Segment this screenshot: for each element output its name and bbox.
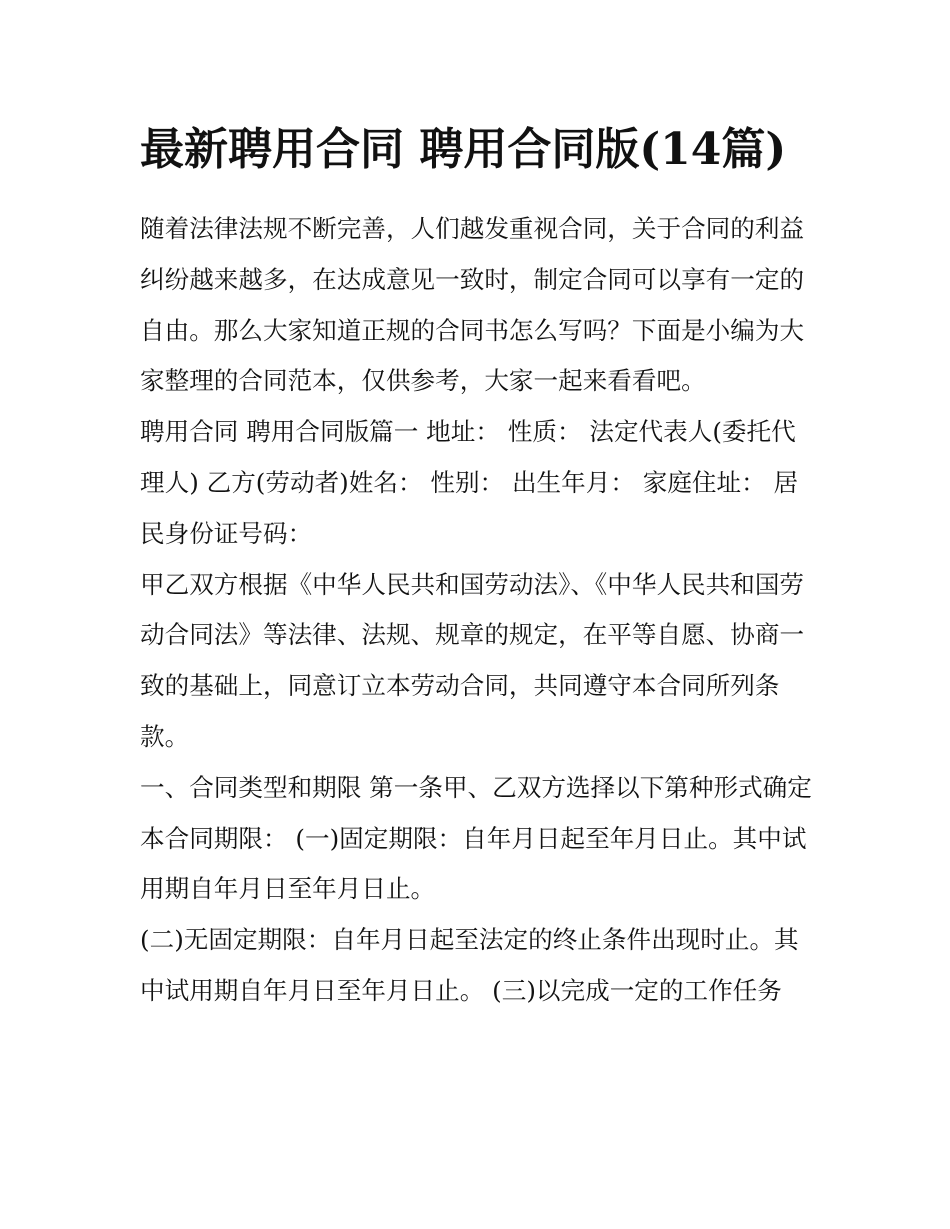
paragraph-party-info: 聘用合同 聘用合同版篇一 地址： 性质： 法定代表人(委托代理人) 乙方(劳动者)姓名： 性别： 出生年月： 家庭住址： 居民身份证号码： (140, 417, 799, 548)
paragraph-contract-term: 一、合同类型和期限 第一条甲、乙双方选择以下第种形式确定本合同期限： (一)固定期限：自年月日起至年月日止。其中试用期自年月日至年月日止。 (140, 772, 812, 904)
paragraph-indefinite-term: (二)无固定期限：自年月日起至法定的终止条件出现时止。其中试用期自年月日至年月日止。 (三)以完成一定的工作任务 (140, 925, 799, 1005)
paragraph-legal-basis: 甲乙双方根据《中华人民共和国劳动法》、《中华人民共和国劳动合同法》等法律、法规、规章的规定，在平等自愿、协商一致的基础上，同意订立本劳动合同，共同遵守本合同所列条款。 (140, 569, 805, 751)
document-title: 最新聘用合同 聘用合同版(14篇) (140, 124, 787, 175)
document-page (140, 112, 820, 1017)
paragraph-intro: 随着法律法规不断完善，人们越发重视合同，关于合同的利益纠纷越来越多，在达成意见一致时，制定合同可以享有一定的自由。那么大家知道正规的合同书怎么写吗？下面是小编为大家整理的合同范本，仅供参考，大家一起来看看吧。 (140, 214, 805, 396)
